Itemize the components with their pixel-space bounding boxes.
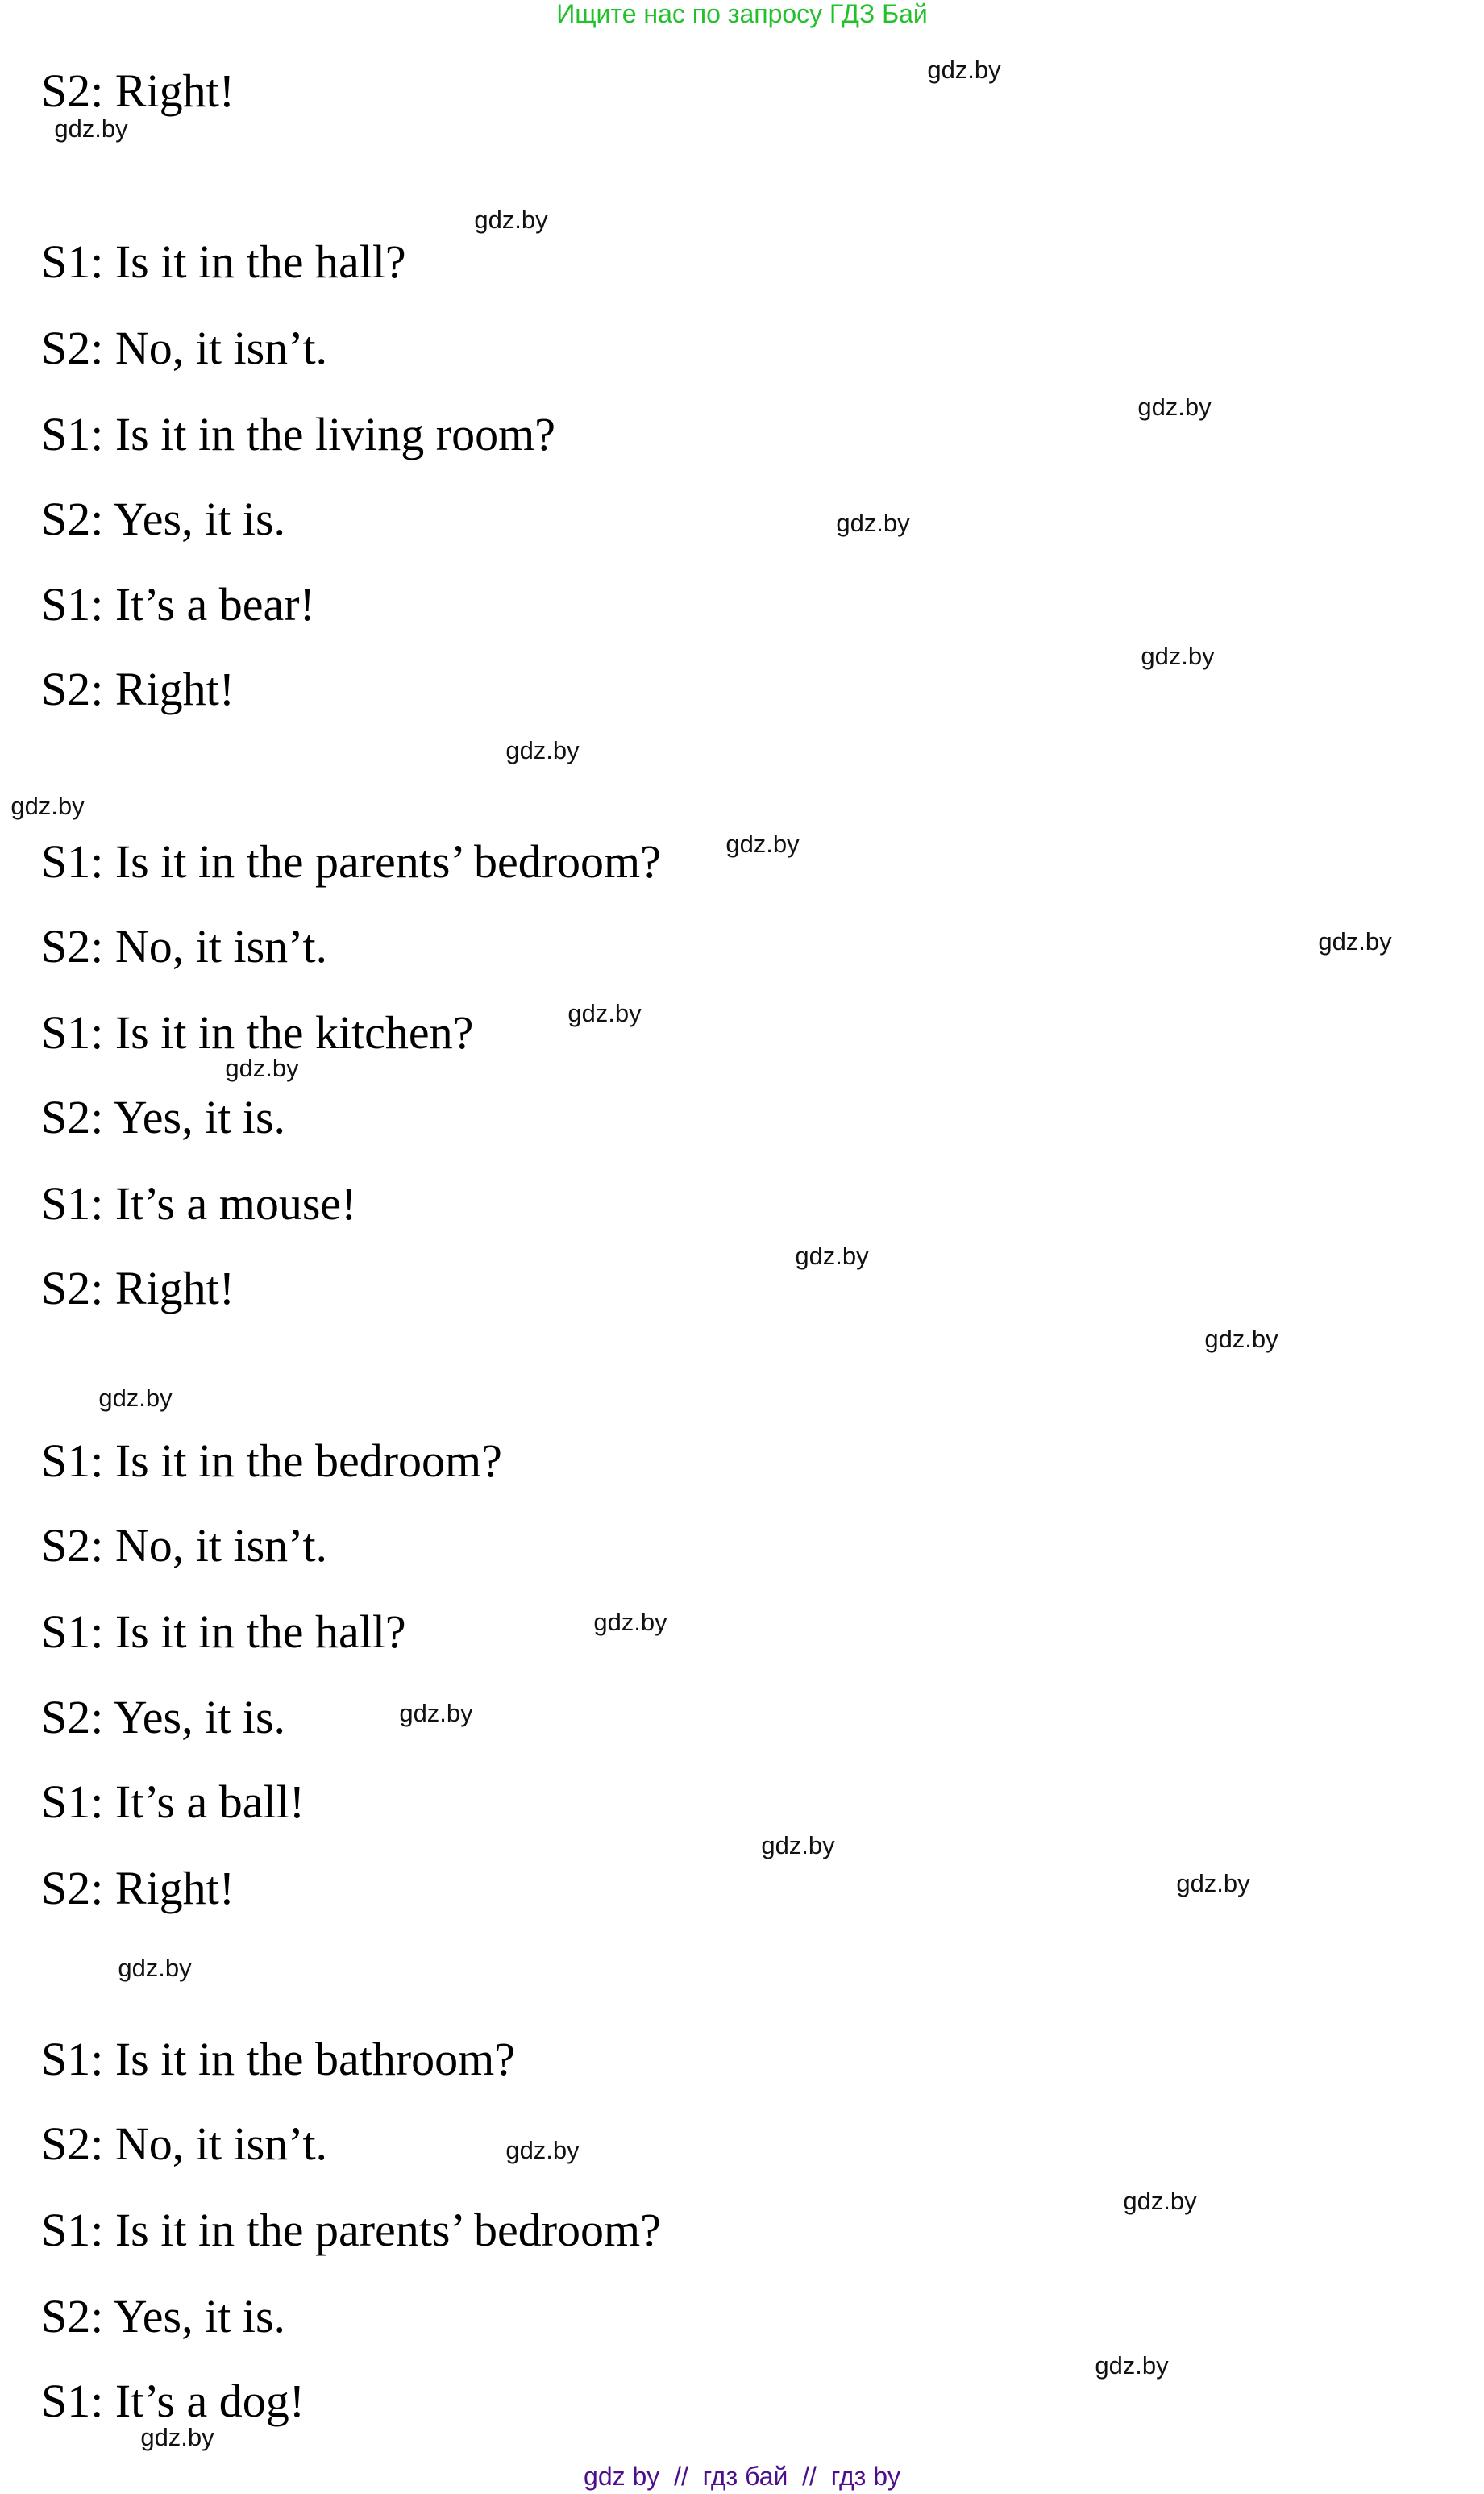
watermark-text: gdz.by: [567, 999, 642, 1027]
dialogue-line: S2: No, it isn’t.: [41, 2117, 328, 2170]
watermark-text: gdz.by: [10, 792, 85, 820]
watermark-text: gdz.by: [140, 2423, 214, 2451]
watermark-text: gdz.by: [1318, 927, 1392, 956]
watermark-text: gdz.by: [1176, 1869, 1250, 1897]
watermark-text: gdz.by: [836, 509, 910, 537]
dialogue-line: S1: It’s a bear!: [41, 578, 315, 631]
dialogue-line: S1: Is it in the kitchen?: [41, 1006, 474, 1059]
watermark-text: gdz.by: [505, 2136, 580, 2164]
dialogue-line: S2: Right!: [41, 663, 235, 715]
dialogue-line: S1: Is it in the living room?: [41, 408, 555, 460]
watermark-text: gdz.by: [761, 1831, 835, 1859]
watermark-text: gdz.by: [505, 736, 580, 764]
dialogue-line: S1: Is it in the bedroom?: [41, 1434, 502, 1487]
dialogue-line: S1: Is it in the parents’ bedroom?: [41, 835, 661, 888]
dialogue-line: S1: Is it in the parents’ bedroom?: [41, 2204, 661, 2256]
dialogue-line: S1: It’s a mouse!: [41, 1177, 357, 1230]
dialogue-line: S1: It’s a ball!: [41, 1776, 306, 1828]
dialogue-line: S2: Right!: [41, 1862, 235, 1914]
watermark-text: gdz.by: [225, 1054, 299, 1082]
dialogue-line: S2: Right!: [41, 1262, 235, 1314]
watermark-text: gdz.by: [1095, 2351, 1169, 2380]
dialogue-line: S2: Yes, it is.: [41, 1691, 286, 1743]
watermark-text: gdz.by: [593, 1608, 667, 1636]
search-hint-banner: Ищите нас по запросу ГДЗ Бай: [556, 0, 928, 28]
watermark-text: gdz.by: [98, 1384, 173, 1412]
dialogue-line: S2: No, it isn’t.: [41, 1519, 328, 1572]
dialogue-line: S1: Is it in the hall?: [41, 235, 406, 288]
dialogue-line: S2: Yes, it is.: [41, 1091, 286, 1143]
watermark-text: gdz.by: [1123, 2187, 1197, 2215]
dialogue-line: S2: Yes, it is.: [41, 2290, 286, 2342]
dialogue-line: S2: No, it isn’t.: [41, 920, 328, 972]
watermark-text: gdz.by: [1141, 642, 1215, 670]
watermark-text: gdz.by: [399, 1699, 473, 1727]
footer-links[interactable]: gdz by // гдз бай // гдз by: [584, 2462, 900, 2491]
dialogue-line: S2: Right!: [41, 65, 235, 117]
watermark-text: gdz.by: [118, 1954, 192, 1982]
dialogue-line: S1: Is it in the hall?: [41, 1605, 406, 1658]
watermark-text: gdz.by: [1137, 393, 1212, 421]
dialogue-line: S2: Yes, it is.: [41, 493, 286, 545]
watermark-text: gdz.by: [927, 56, 1001, 84]
watermark-text: gdz.by: [1204, 1325, 1278, 1353]
watermark-text: gdz.by: [795, 1242, 869, 1270]
dialogue-line: S1: Is it in the bathroom?: [41, 2033, 515, 2085]
watermark-text: gdz.by: [474, 206, 548, 234]
watermark-text: gdz.by: [54, 114, 128, 143]
dialogue-line: S1: It’s a dog!: [41, 2375, 306, 2427]
dialogue-line: S2: No, it isn’t.: [41, 322, 328, 374]
watermark-text: gdz.by: [725, 830, 800, 858]
